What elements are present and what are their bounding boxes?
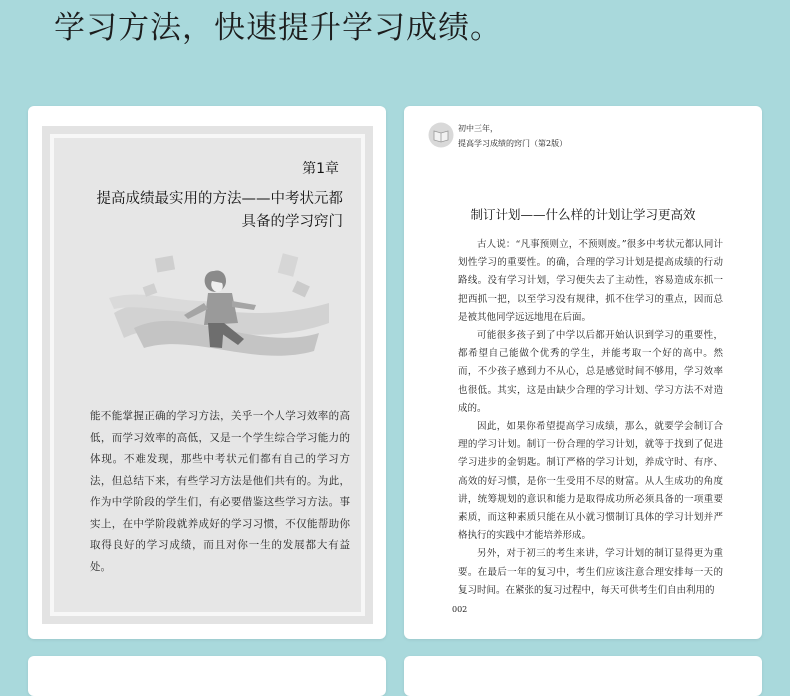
- paragraph: 另外，对于初三的考生来讲，学习计划的制订显得更为重要。在最后一年的复习中，考生们应该注意合理安排每一天的复习时间。在紧张的复习过程中，每天可供考生们自由利用的: [458, 548, 723, 596]
- chapter-page-frame: [50, 134, 365, 616]
- chapter-title: 提高成绩最实用的方法——中考状元都具备的学习窍门: [96, 191, 343, 230]
- section-body: [458, 236, 723, 600]
- book-page-card-right: [404, 106, 762, 639]
- book-page-card-partial: [28, 656, 386, 696]
- page-number: 002: [452, 605, 468, 614]
- section-title: 制订计划——什么样的计划让学习更高效: [470, 207, 696, 222]
- paragraph: 古人说：“凡事预则立，不预则废。”很多中考状元都认同计划性学习的重要性。的确，合理的学习计划是提高成绩的行动路线。没有学习计划，学习便失去了主动性，容易造成东抓一把西抓一把，以至学习没有规律，抓不住学习的重点，因而总是被其他同学远远地甩在后面。: [458, 239, 723, 323]
- student-illustration: [104, 243, 334, 373]
- paragraph: 因此，如果你希望提高学习成绩，那么，就要学会制订合理的学习计划。制订一份合理的学习计划，就等于找到了促进学习进步的金钥匙。制订严格的学习计划，养成守时、有序、高效的好习惯，是你一生受用不尽的财富。从人生成功的角度讲，统筹规划的意识和能力是取得成功所必须具备的一项重要素质，而这种素质只能在从小就习惯制订具体的学习计划并严格执行的实践中才能培养形成。: [458, 421, 723, 542]
- page-heading: 学习方法，快速提升学习成绩。: [54, 10, 502, 46]
- chapter-intro-text: 能不能掌握正确的学习方法，关乎一个人学习效率的高低，而学习效率的高低，又是一个学生综合学习能力的体现。不难发现，那些中考状元们都有自己的学习方法，但总结下来，有些学习方法是他们共有的。为此，作为中学阶段的学生们，有必要借鉴这些学习方法。事实上，在中学阶段就养成好的学习习惯，不仅能帮助你取得良好的学习成绩，而且对你一生的发展都大有益处。: [90, 410, 350, 573]
- book-page-card-partial: [404, 656, 762, 696]
- book-page-card-left: [28, 106, 386, 639]
- running-header-line2: 提高学习成绩的窍门（第2版）: [458, 139, 568, 148]
- running-header-line1: 初中三年，: [458, 124, 498, 133]
- chapter-number: 第1章: [302, 161, 339, 177]
- chapter-page: [42, 126, 373, 624]
- paragraph: 可能很多孩子到了中学以后都开始认识到学习的重要性，都希望自己能做个优秀的学生，并能考取一个好的高中。然而，不少孩子感到力不从心，总是感觉时间不够用，学习效率也很低。其实，这是由缺少合理的学习计划、学习方法不对造成的。: [458, 330, 723, 414]
- book-icon: [428, 122, 454, 148]
